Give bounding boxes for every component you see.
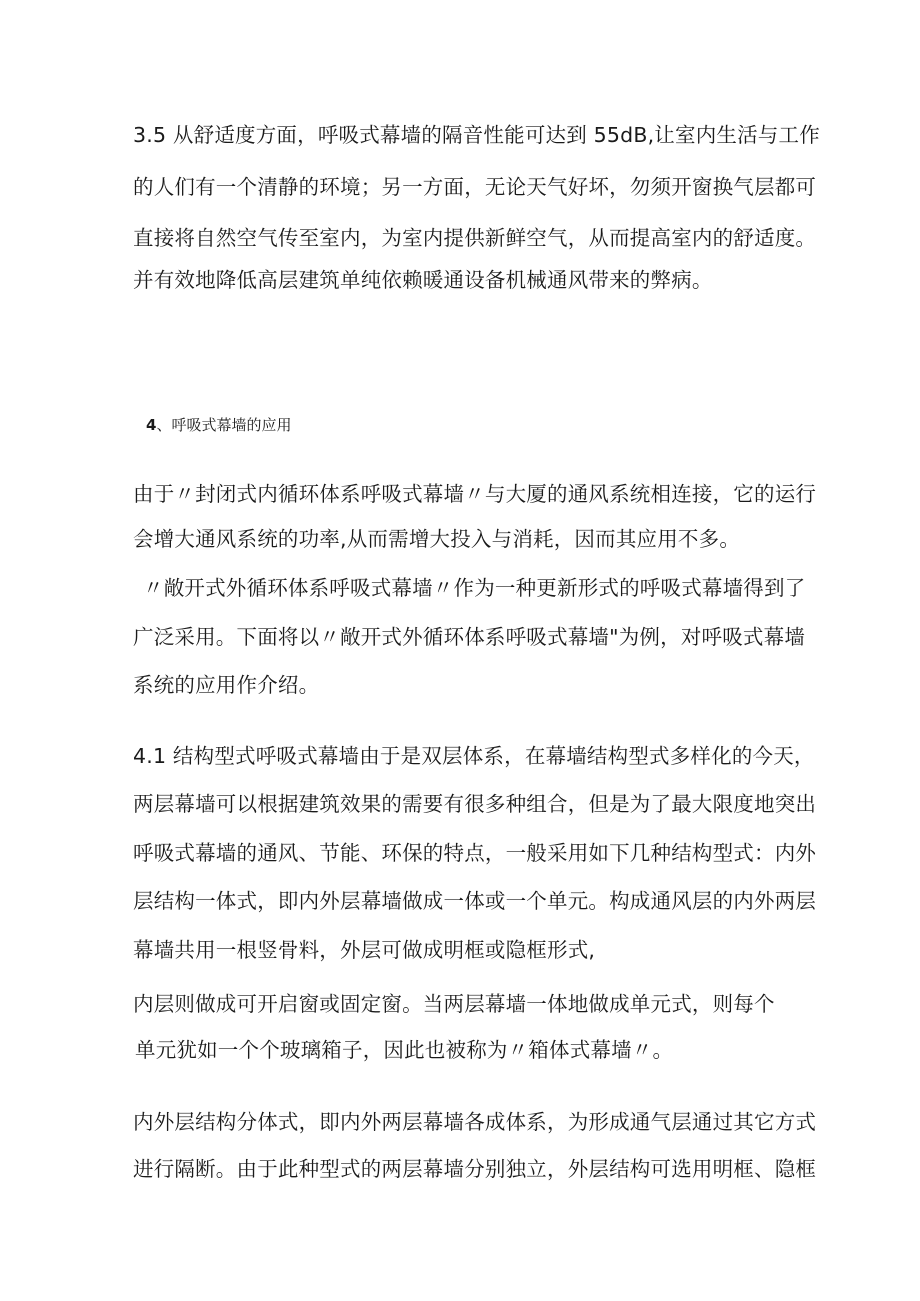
section-4-heading-number: 4	[146, 416, 157, 434]
section-4-para2-line-1: 〃敞开式外循环体系呼吸式幕墙〃作为一种更新形式的呼吸式幕墙得到了	[143, 576, 806, 600]
section-4-1-para2-line-1: 内层则做成可开启窗或固定窗。当两层幕墙一体地做成单元式，则每个	[133, 992, 775, 1016]
section-4-heading	[146, 414, 291, 436]
section-4-1-line-3: 呼吸式幕墙的通风、节能、环保的特点，一般采用如下几种结构型式：内外	[133, 841, 817, 865]
section-3-5-line-3: 直接将自然空气传至室内，为室内提供新鲜空气，从而提高室内的舒适度。	[133, 226, 817, 250]
section-4-para1-line-2: 会增大通风系统的功率,从而需增大投入与消耗，因而其应用不多。	[133, 527, 741, 551]
section-4-1-para3-line-2: 进行隔断。由于此种型式的两层幕墙分别独立，外层结构可选用明框、隐框	[133, 1157, 817, 1181]
section-4-1-line-1: 4.1 结构型式呼吸式幕墙由于是双层体系，在幕墙结构型式多样化的今天，	[133, 744, 815, 768]
section-4-1-para3-line-1: 内外层结构分体式，即内外两层幕墙各成体系，为形成通气层通过其它方式	[133, 1110, 817, 1134]
section-3-5-line-4: 并有效地降低高层建筑单纯依赖暖通设备机械通风带来的弊病。	[133, 268, 713, 292]
section-4-1-line-2: 两层幕墙可以根据建筑效果的需要有很多种组合，但是为了最大限度地突出	[133, 792, 817, 816]
section-4-para2-line-2: 广泛采用。下面将以〃敞开式外循环体系呼吸式幕墙"为例，对呼吸式幕墙	[133, 625, 806, 649]
section-4-para1-line-1: 由于〃封闭式内循环体系呼吸式幕墙〃与大厦的通风系统相连接，它的运行	[133, 482, 817, 506]
section-4-1-line-4: 层结构一体式，即内外层幕墙做成一体或一个单元。构成通风层的内外两层	[133, 889, 817, 913]
section-4-para2-line-3: 系统的应用作介绍。	[133, 673, 320, 697]
section-4-1-line-5: 幕墙共用一根竖骨料，外层可做成明框或隐框形式,	[133, 938, 596, 962]
section-4-1-para2-line-2: 单元犹如一个个玻璃箱子，因此也被称为〃箱体式幕墙〃。	[135, 1038, 674, 1062]
section-4-heading-text: 、呼吸式幕墙的应用	[156, 416, 292, 434]
section-3-5-line-1: 3.5 从舒适度方面，呼吸式幕墙的隔音性能可达到 55dB,让室内生活与工作	[133, 123, 820, 147]
section-3-5-line-2: 的人们有一个清静的环境；另一方面，无论天气好坏，勿须开窗换气层都可	[133, 175, 817, 199]
